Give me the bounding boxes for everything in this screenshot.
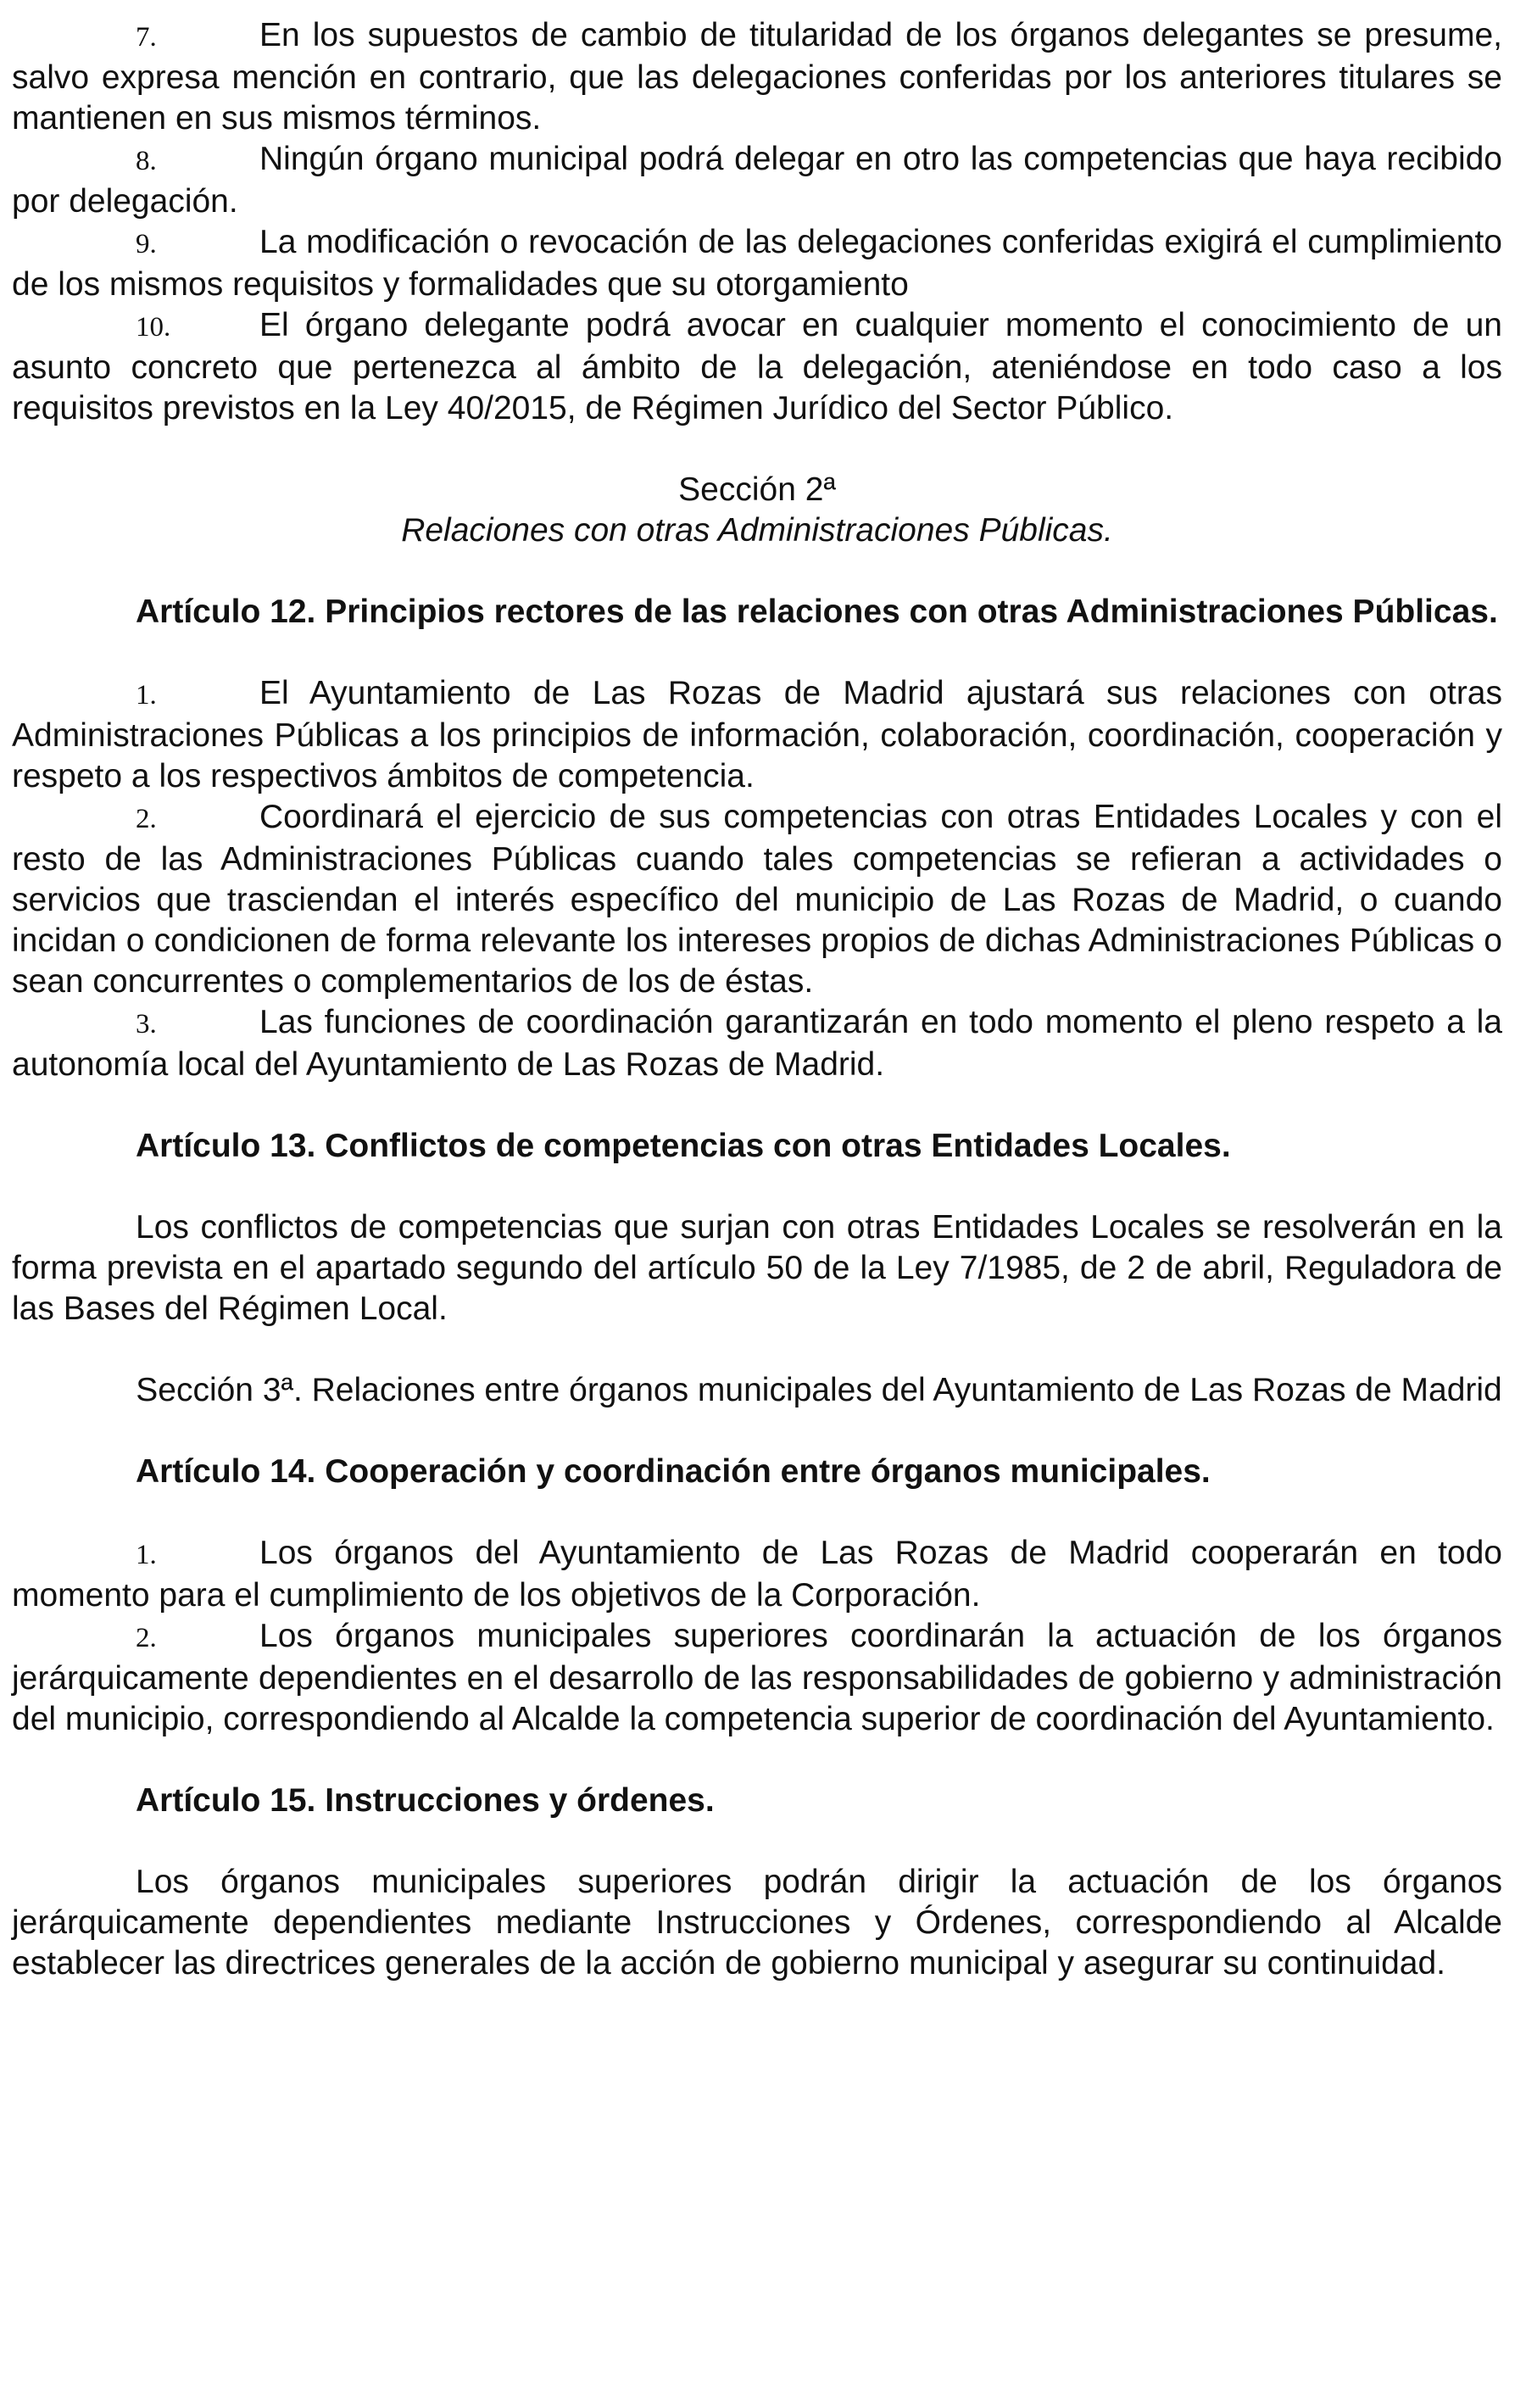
item-text: En los supuestos de cambio de titularidad de los órganos delegantes se presume, salvo expresa mención en contrario, que las delegaciones conferidas por los anteriores titulares se mantienen en sus mismos términos.	[12, 17, 1502, 137]
item-text: Las funciones de coordinación garantizarán en todo momento el pleno respeto a la autonomía local del Ayuntamiento de Las Rozas de Madrid.	[12, 1004, 1502, 1083]
item-number: 10.	[136, 312, 171, 343]
list-item	[12, 1533, 1502, 1616]
item-text: El Ayuntamiento de Las Rozas de Madrid ajustará sus relaciones con otras Administraciones Públicas a los principios de información, colaboración, coordinación, cooperación y respeto a los respectivos ámbitos de competencia.	[12, 675, 1502, 794]
item-number: 2.	[136, 804, 157, 834]
article-15-title: Artículo 15. Instrucciones y órdenes.	[136, 1782, 715, 1819]
document-page	[12, 15, 1502, 1984]
article-14-title: Artículo 14. Cooperación y coordinación entre órganos municipales.	[136, 1453, 1211, 1490]
item-text: Coordinará el ejercicio de sus competencias con otras Entidades Locales y con el resto de las Administraciones Públicas cuando tales competencias se refieran a actividades o servicios que trasciendan el interés específico del municipio de Las Rozas de Madrid, o cuando incidan o condicionen de forma relevante los intereses propios de dichas Administraciones Públicas o sean concurrentes o complementarios de los de éstas.	[12, 799, 1502, 1000]
item-number: 9.	[136, 229, 157, 259]
list-item	[12, 222, 1502, 305]
list-item	[12, 305, 1502, 429]
item-number: 2.	[136, 1623, 157, 1653]
item-number: 1.	[136, 680, 157, 711]
item-number: 8.	[136, 146, 157, 176]
article-12-title: Artículo 12. Principios rectores de las relaciones con otras Administraciones Públicas.	[136, 594, 1498, 630]
item-number: 1.	[136, 1540, 157, 1570]
item-text: Ningún órgano municipal podrá delegar en otro las competencias que haya recibido por delegación.	[12, 141, 1502, 220]
item-number: 7.	[136, 22, 157, 53]
item-text: Los órganos municipales superiores coordinarán la actuación de los órganos jerárquicamente dependientes en el desarrollo de las responsabilidades de gobierno y administración del municipio, correspondiendo al Alcalde la competencia superior de coordinación del Ayuntamiento.	[12, 1618, 1502, 1737]
list-item	[12, 1616, 1502, 1740]
list-item	[12, 797, 1502, 1002]
list-item	[12, 139, 1502, 222]
list-item	[12, 15, 1502, 139]
item-number: 3.	[136, 1009, 157, 1040]
item-text: Los órganos del Ayuntamiento de Las Rozas de Madrid cooperarán en todo momento para el cumplimiento de los objetivos de la Corporación.	[12, 1535, 1502, 1614]
item-text: La modificación o revocación de las delegaciones conferidas exigirá el cumplimiento de los mismos requisitos y formalidades que su otorgamiento	[12, 224, 1502, 303]
section-3-heading: Sección 3ª. Relaciones entre órganos municipales del Ayuntamiento de Las Rozas de Madrid	[136, 1372, 1502, 1408]
section-2-subtitle: Relaciones con otras Administraciones Públicas.	[401, 512, 1113, 549]
article-13-title: Artículo 13. Conflictos de competencias con otras Entidades Locales.	[136, 1128, 1231, 1164]
section-2-heading: Sección 2ª	[678, 471, 836, 508]
article-15-text: Los órganos municipales superiores podrán dirigir la actuación de los órganos jerárquicamente dependientes mediante Instrucciones y Órdenes, correspondiendo al Alcalde establecer las directrices generales de la acción de gobierno municipal y asegurar su continuidad.	[12, 1864, 1502, 1982]
article-13-text: Los conflictos de competencias que surjan con otras Entidades Locales se resolverán en la forma prevista en el apartado segundo del artículo 50 de la Ley 7/1985, de 2 de abril, Reguladora de las Bases del Régimen Local.	[12, 1209, 1502, 1327]
item-text: El órgano delegante podrá avocar en cualquier momento el conocimiento de un asunto concreto que pertenezca al ámbito de la delegación, ateniéndose en todo caso a los requisitos previstos en la Ley 40/2015, de Régimen Jurídico del Sector Público.	[12, 307, 1502, 426]
list-item	[12, 673, 1502, 797]
list-item	[12, 1002, 1502, 1085]
